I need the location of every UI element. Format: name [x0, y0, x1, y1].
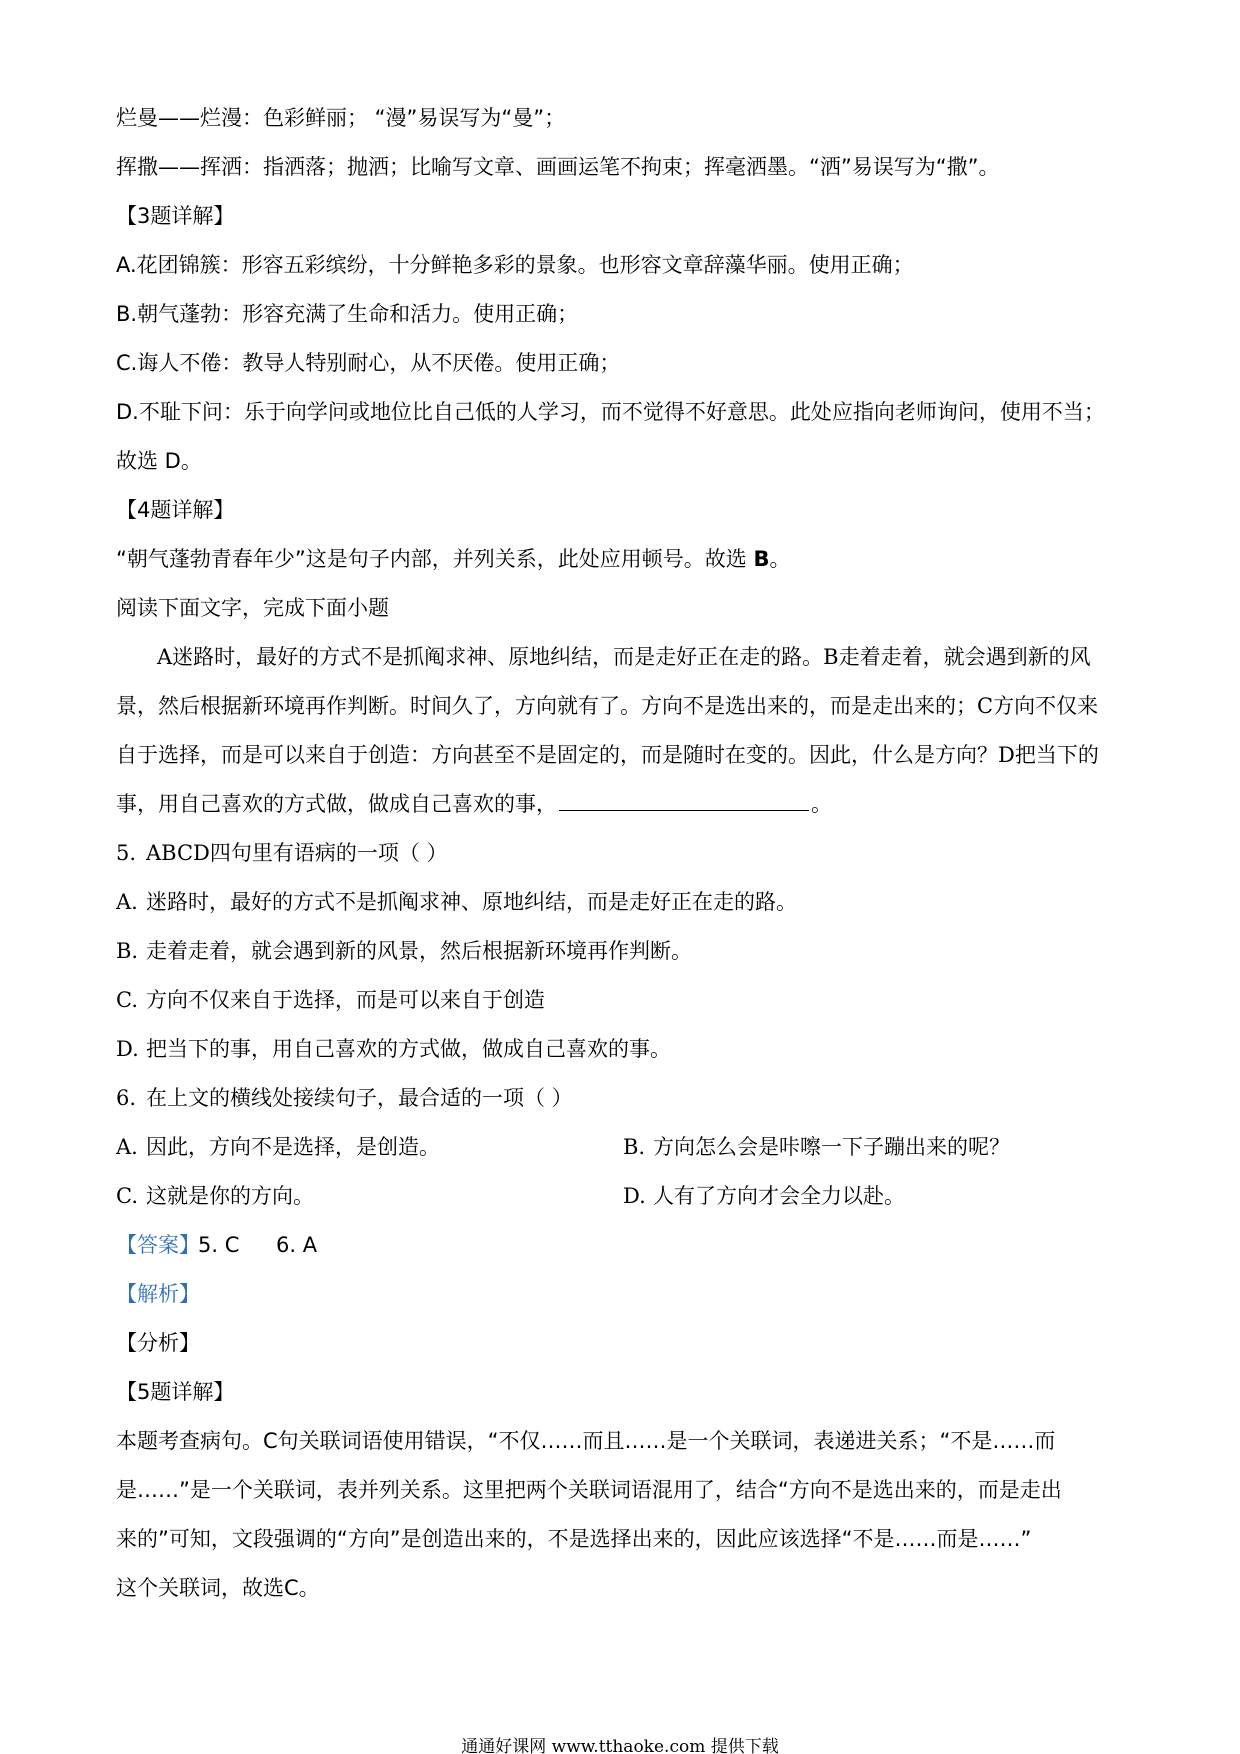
q3-item-a: A.花团锦簇：形容五彩缤纷，十分鲜艳多彩的景象。也形容文章辞藻华丽。使用正确； [116, 253, 914, 277]
q5-option-c [116, 976, 1128, 1025]
q4-text-pre: “朝气蓬勃青春年少”这是句子内部，并列关系，此处应用顿号。故选 [116, 547, 754, 571]
answer-label: 【答案】 [116, 1233, 200, 1257]
option-text: 这就是你的方向。 [146, 1184, 314, 1208]
answer-blank [559, 809, 809, 811]
q5-detail-line-1: 本题考查病句。C句关联词语使用错误，“不仅……而且……是一个关联词，表递进关系；“不是……而 [116, 1429, 1056, 1453]
option-text: 方向不仅来自于选择，而是可以来自于创造 [146, 988, 545, 1012]
passage-line-4 [116, 780, 1128, 829]
q5-stem-text: ABCD四句里有语病的一项（ ） [146, 841, 448, 865]
option-label: A. [116, 890, 138, 914]
passage-line-1: A迷路时，最好的方式不是抓阄求神、原地纠结，而是走好正在走的路。B走着走着，就会遇到新的风 [157, 645, 1091, 669]
q5-detail-heading: 【5题详解】 [116, 1380, 235, 1404]
passage-line-3: 自于选择，而是可以来自于创造：方向甚至不是固定的，而是随时在变的。因此，什么是方向？D把当下的 [116, 743, 1099, 767]
q5-option-b [116, 927, 1128, 976]
option-label: B. [116, 939, 139, 963]
option-text: 因此，方向不是选择，是创造。 [146, 1135, 440, 1159]
answer-line [116, 1221, 1128, 1270]
option-label: B. [623, 1135, 646, 1159]
q6-option-c [116, 1172, 314, 1221]
option-text: 人有了方向才会全力以赴。 [653, 1184, 905, 1208]
fenxi-label: 【分析】 [116, 1331, 200, 1355]
q6-option-b [623, 1123, 1010, 1172]
answer-q6: 6. A [276, 1233, 318, 1257]
option-text: 走着走着，就会遇到新的风景，然后根据新环境再作判断。 [146, 939, 692, 963]
q6-stem [116, 1074, 1128, 1123]
q6-options-row-2 [116, 1172, 1128, 1221]
q4-text-post: 。 [769, 547, 791, 571]
note-line-2: 挥撒——挥洒：指洒落；抛洒；比喻写文章、画画运笔不拘束；挥毫洒墨。“洒”易误写为“撒”。 [116, 155, 1000, 179]
option-label: C. [116, 1184, 138, 1208]
option-label: D. [623, 1184, 646, 1208]
q3-item-d: D.不耻下问：乐于向学问或地位比自己低的人学习，而不觉得不好意思。此处应指向老师询问，使用不当； [116, 400, 1105, 424]
option-text: 迷路时，最好的方式不是抓阄求神、原地纠结，而是走好正在走的路。 [146, 890, 797, 914]
passage-line-4-text: 事，用自己喜欢的方式做，做成自己喜欢的事， [116, 792, 557, 816]
page-content [116, 94, 1128, 1613]
option-text: 把当下的事，用自己喜欢的方式做，做成自己喜欢的事。 [146, 1037, 671, 1061]
q5-stem [116, 829, 1128, 878]
q6-number: 6. [116, 1086, 137, 1110]
q4-heading: 【4题详解】 [116, 498, 235, 522]
note-line-1: 烂曼——烂漫：色彩鲜丽； “漫”易误写为“曼”； [116, 106, 566, 130]
q5-detail-line-4: 这个关联词，故选C。 [116, 1576, 320, 1600]
option-label: C. [116, 988, 138, 1012]
answer-q5: 5. C [198, 1233, 240, 1257]
q5-option-d [116, 1025, 1128, 1074]
q6-stem-text: 在上文的横线处接续句子，最合适的一项（ ） [146, 1086, 573, 1110]
q4-answer-letter: B [753, 547, 770, 571]
q3-heading: 【3题详解】 [116, 204, 235, 228]
q5-option-a [116, 878, 1128, 927]
q6-option-a [116, 1123, 440, 1172]
q5-detail-line-2: 是……”是一个关联词，表并列关系。这里把两个关联词语混用了，结合“方向不是选出来的，而是走出 [116, 1478, 1062, 1502]
page-footer: 通通好课网 www.tthaoke.com 提供下载 [461, 1737, 779, 1754]
q6-options-row-1 [116, 1123, 1128, 1172]
jiexi-label: 【解析】 [116, 1282, 200, 1306]
q5-number: 5. [116, 841, 137, 865]
option-label: A. [116, 1135, 138, 1159]
q4-text [116, 535, 1128, 584]
reading-instruction: 阅读下面文字，完成下面小题 [116, 596, 389, 620]
passage-line-2: 景，然后根据新环境再作判断。时间久了，方向就有了。方向不是选出来的，而是走出来的；C方向不仅来 [116, 694, 1099, 718]
option-label: D. [116, 1037, 139, 1061]
passage-end: 。 [811, 792, 832, 816]
q5-detail-line-3: 来的”可知，文段强调的“方向”是创造出来的，不是选择出来的，因此应该选择“不是……而是……” [116, 1527, 1032, 1551]
option-text: 方向怎么会是咔嚓一下子蹦出来的呢？ [653, 1135, 1010, 1159]
q3-item-c: C.诲人不倦：教导人特别耐心，从不厌倦。使用正确； [116, 351, 621, 375]
q3-conclusion: 故选 D。 [116, 449, 202, 473]
q6-option-d [623, 1172, 905, 1221]
q3-item-b: B.朝气蓬勃：形容充满了生命和活力。使用正确； [116, 302, 579, 326]
